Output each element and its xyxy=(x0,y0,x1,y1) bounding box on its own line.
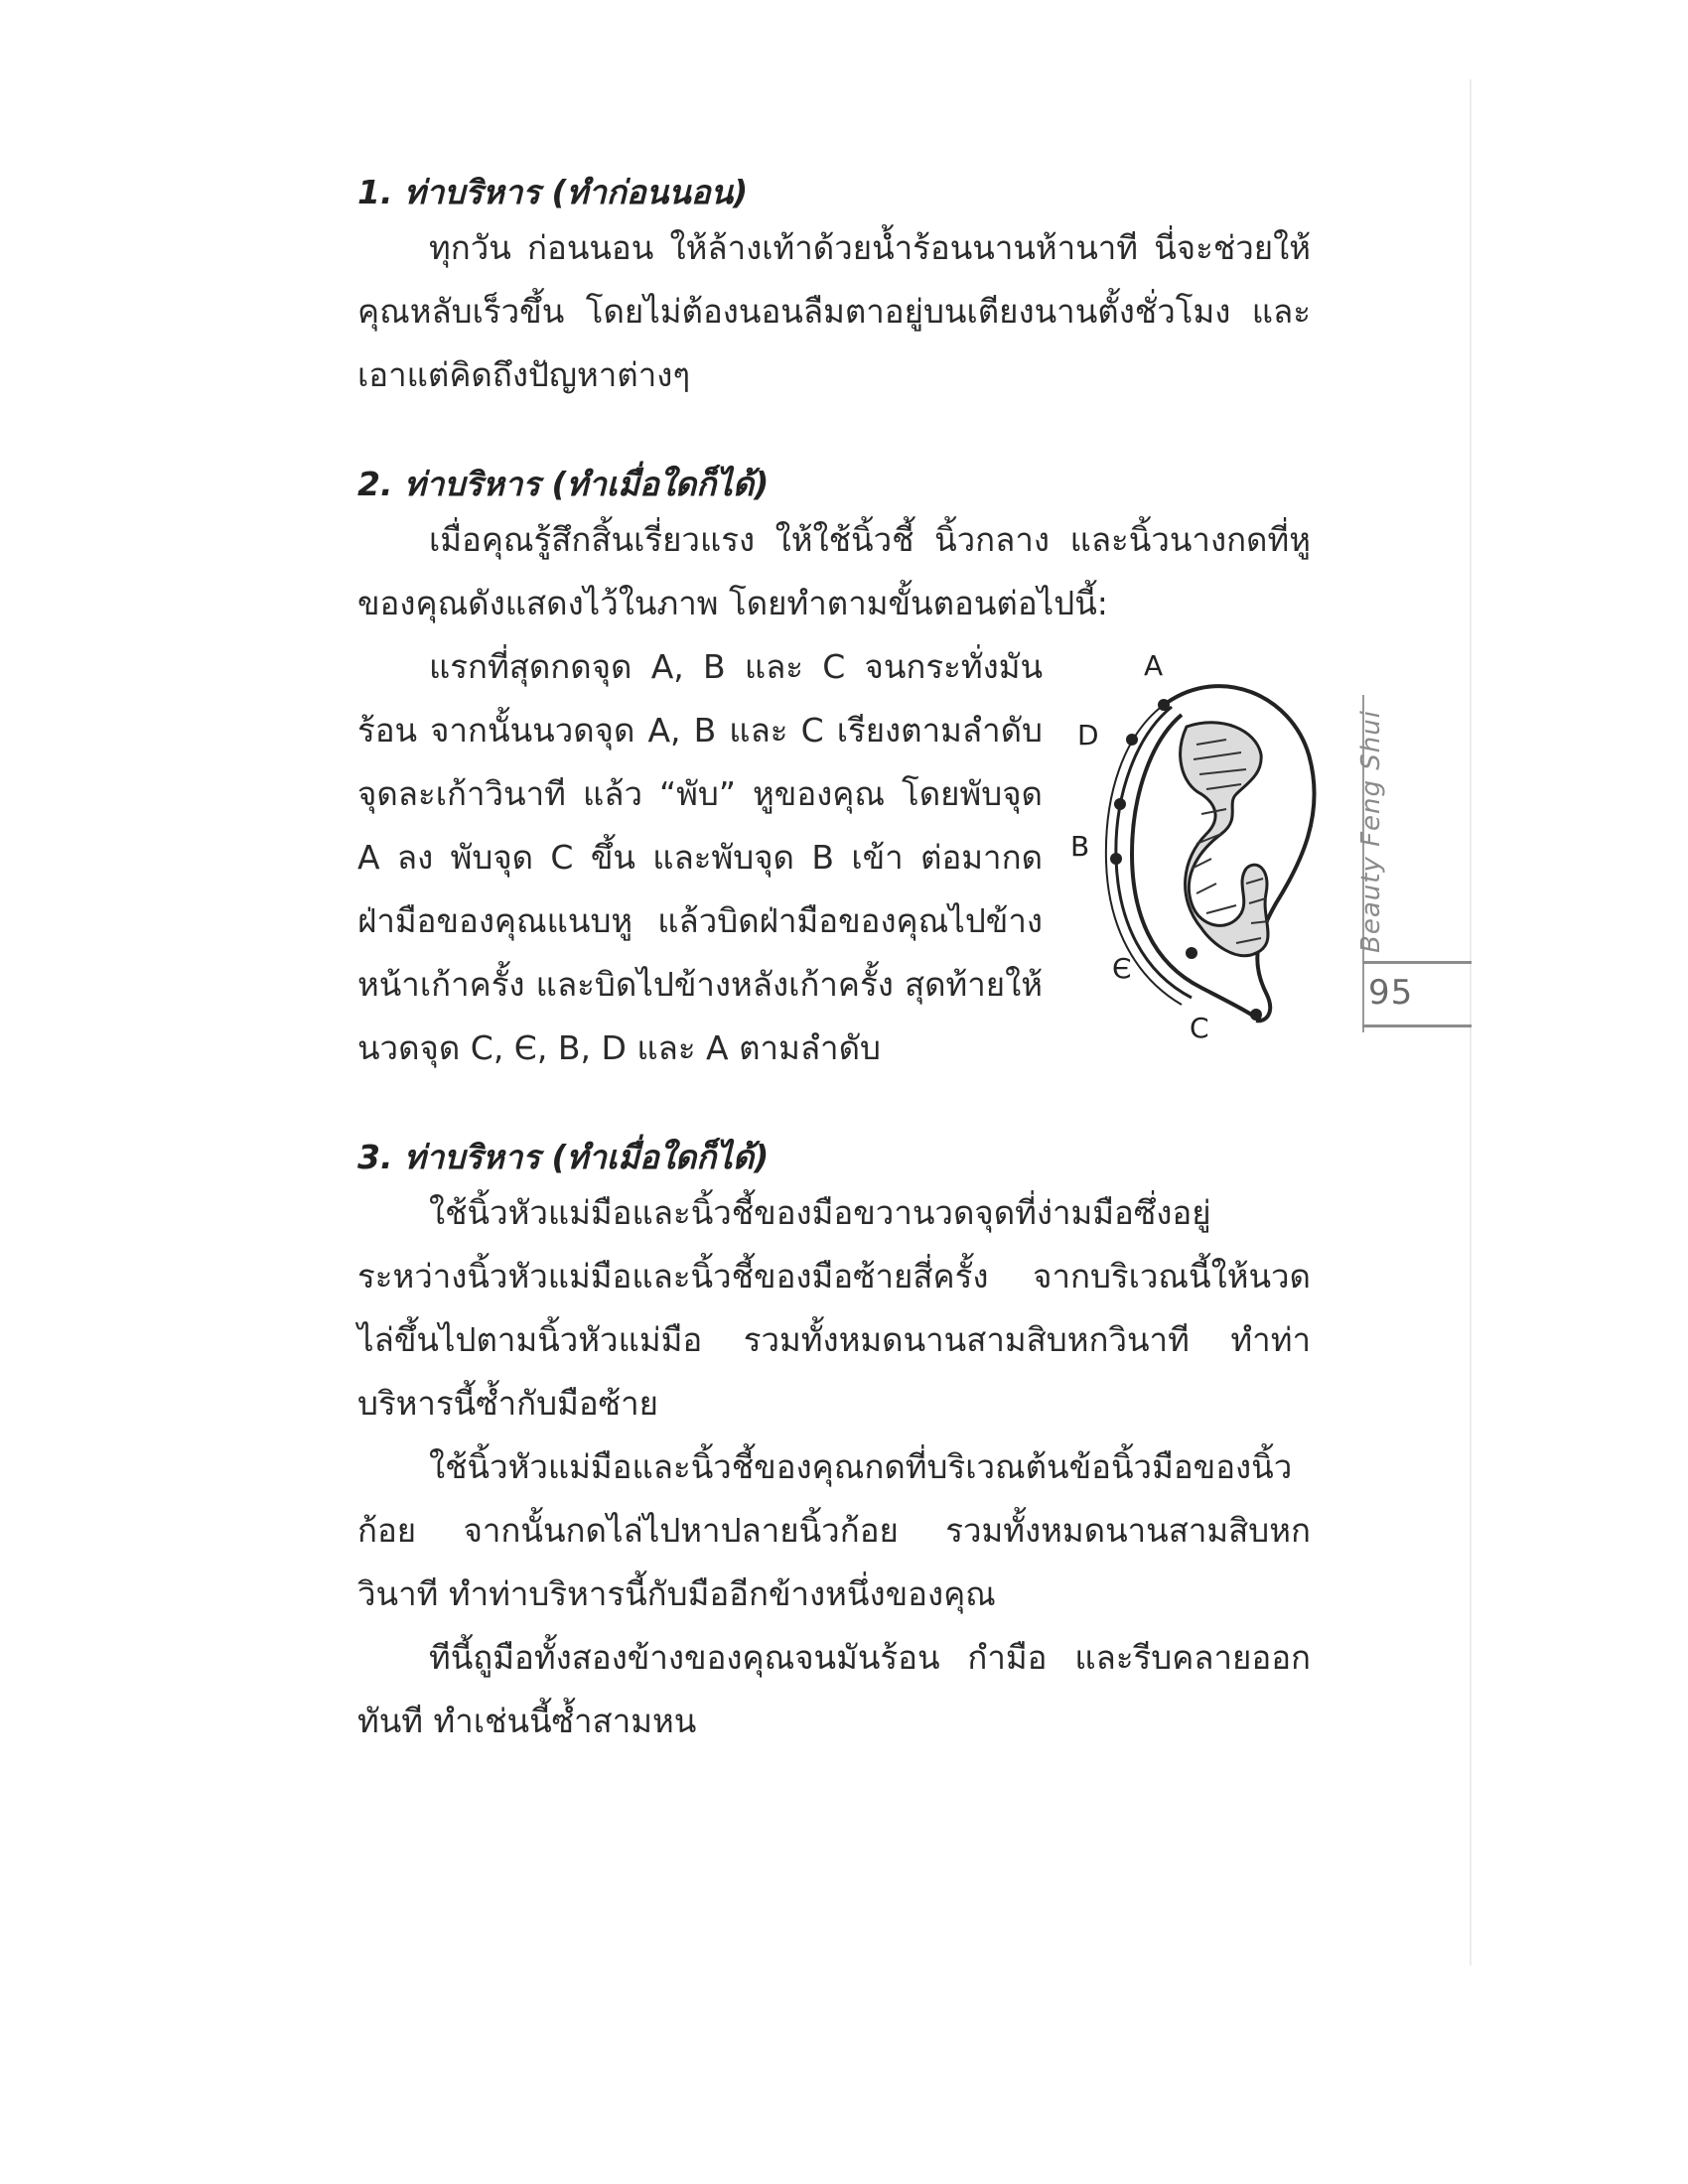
point-b-upper xyxy=(1114,798,1126,810)
page-edge xyxy=(1470,79,1472,1966)
section-2-heading: 2. ท่าบริหาร (ทำเมื่อใดก็ได้) xyxy=(357,465,770,503)
page-number: 95 xyxy=(1368,973,1414,1013)
ear-antihelix xyxy=(1181,723,1268,956)
section-2-intro: เมื่อคุณรู้สึกสิ้นเรี่ยวแรง ให้ใช้นิ้วชี้ นิ้วกลาง และนิ้วนางกดที่หูของคุณดังแสดงไว้ในภาพ โดยทำตามขั้นตอนต่อไปนี้: xyxy=(357,520,1311,622)
page-number-top-rule xyxy=(1362,961,1472,964)
section-3-paragraph-2: ใช้นิ้วหัวแม่มือและนิ้วชี้ของคุณกดที่บริเวณต้นข้อนิ้วมือของนิ้วก้อย จากนั้นกดไล่ไปหาปลายนิ้วก้อย รวมทั้งหมดนานสามสิบหกวินาที ทำท่าบริหารนี้กับมืออีกข้างหนึ่งของคุณ xyxy=(357,1447,1311,1613)
point-b xyxy=(1110,853,1122,865)
section-1-paragraph: ทุกวัน ก่อนนอน ให้ล้างเท้าด้วยน้ำร้อนนานห้านาที นี่จะช่วยให้คุณหลับเร็วขึ้น โดยไม่ต้องนอนลืมตาอยู่บนเตียงนานตั้งชั่วโมง และเอาแต่คิดถึงปัญหาต่างๆ xyxy=(357,228,1311,394)
section-2-steps: แรกที่สุดกดจุด A, B และ C จนกระทั่งมันร้อน จากนั้นนวดจุด A, B และ C เรียงตามลำดับจุดละเก้าวินาที แล้ว “พับ” หูของคุณ โดยพับจุด A ลง พับจุด C ขึ้น และพับจุด B เข้า ต่อมากดฝ่ามือของคุณแนบหู แล้วบิดฝ่ามือของคุณไปข้างหน้าเก้าครั้ง และบิดไปข้างหลังเก้าครั้ง สุดท้ายให้นวดจุด C, Є, B, D และ A ตามลำดับ xyxy=(357,647,1043,1067)
ear-acupressure-figure xyxy=(1053,645,1321,1042)
steps-with-figure xyxy=(357,635,1311,1080)
point-d xyxy=(1126,734,1138,746)
book-title: Beauty Feng Shui xyxy=(1356,710,1386,953)
page-content xyxy=(357,169,1311,1753)
section-1 xyxy=(357,169,1311,407)
section-1-heading: 1. ท่าบริหาร (ทำก่อนนอน) xyxy=(357,173,749,211)
section-3 xyxy=(357,1134,1311,1753)
page-number-bottom-rule xyxy=(1362,1024,1472,1027)
label-b: B xyxy=(1070,830,1090,863)
label-e: Є xyxy=(1112,952,1132,985)
point-e xyxy=(1186,947,1197,959)
label-d: D xyxy=(1077,719,1099,751)
label-c: C xyxy=(1190,1012,1209,1042)
section-3-heading: 3. ท่าบริหาร (ทำเมื่อใดก็ได้) xyxy=(357,1138,770,1176)
point-a xyxy=(1158,699,1170,711)
section-3-paragraph-3: ทีนี้ถูมือทั้งสองข้างของคุณจนมันร้อน กำมือ และรีบคลายออกทันที ทำเช่นนี้ซ้ำสามหน xyxy=(357,1638,1311,1740)
label-a: A xyxy=(1144,649,1164,682)
section-3-paragraph-1: ใช้นิ้วหัวแม่มือและนิ้วชี้ของมือขวานวดจุดที่ง่ามมือซึ่งอยู่ระหว่างนิ้วหัวแม่มือและนิ้วชี้ของมือซ้ายสี่ครั้ง จากบริเวณนี้ให้นวดไล่ขึ้นไปตามนิ้วหัวแม่มือ รวมทั้งหมดนานสามสิบหกวินาที ทำท่าบริหารนี้ซ้ำกับมือซ้าย xyxy=(357,1193,1311,1423)
section-2 xyxy=(357,461,1311,1080)
point-c xyxy=(1250,1009,1262,1021)
